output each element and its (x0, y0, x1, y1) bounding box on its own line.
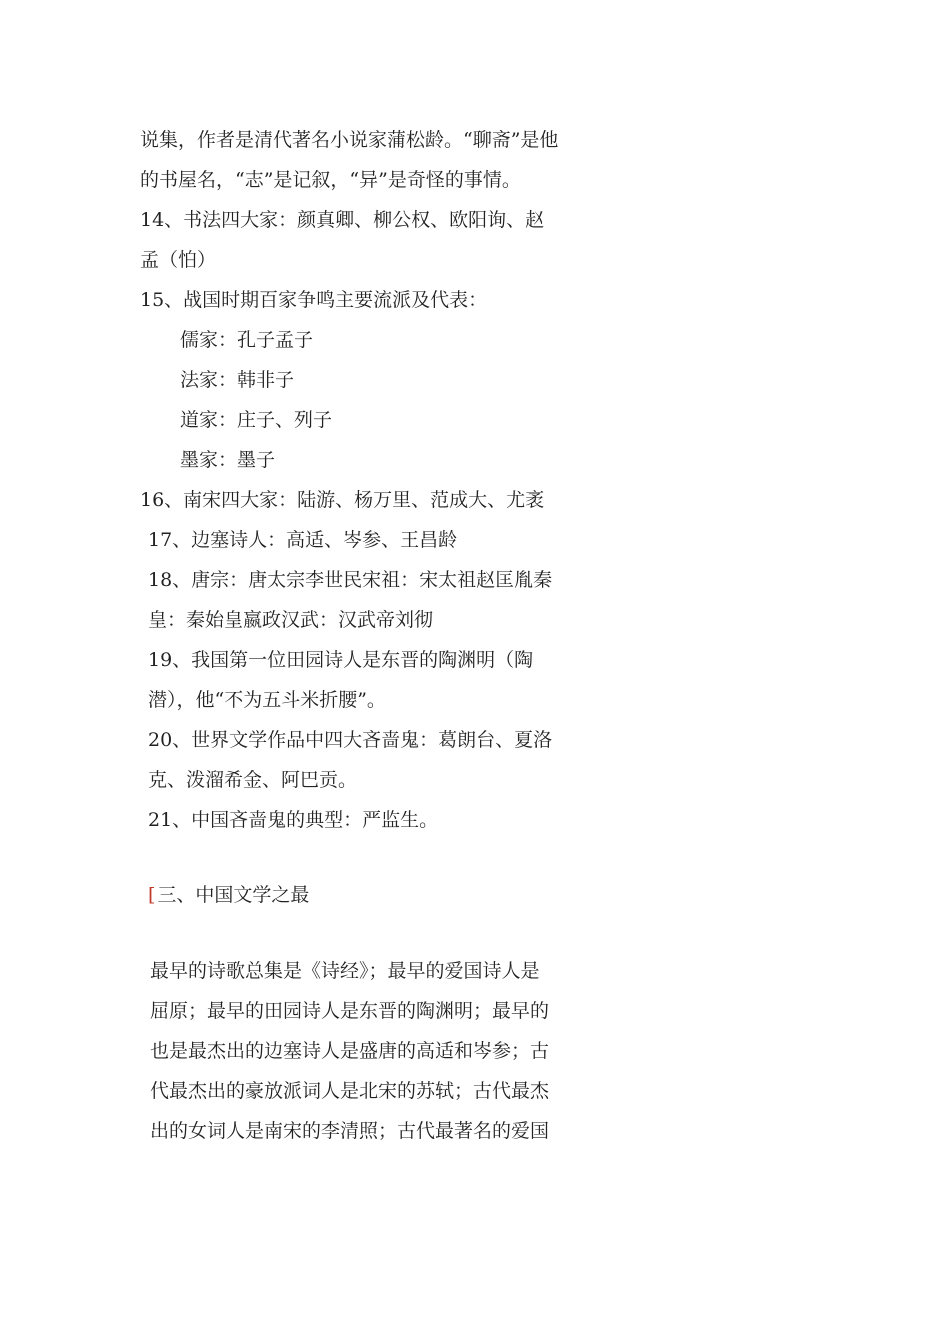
text-line: 孟（怕） (140, 249, 217, 271)
sub-item-taoism: 道家：庄子、列子 (180, 409, 333, 431)
text-line: 克、泼溜希金、阿巴贡。 (148, 769, 358, 791)
section-heading (148, 883, 309, 907)
paragraph-line: 出的女词人是南宋的李清照；古代最著名的爱国 (150, 1120, 550, 1142)
list-item-15: 15、战国时期百家争鸣主要流派及代表： (140, 289, 488, 311)
list-item-17: 17、边塞诗人：高适、岑参、王昌龄 (148, 529, 458, 551)
paragraph-line: 代最杰出的豪放派词人是北宋的苏轼；古代最杰 (150, 1080, 550, 1102)
list-item-16: 16、南宋四大家：陆游、杨万里、范成大、尤袤 (140, 489, 545, 511)
section-heading-text: 三、中国文学之最 (157, 884, 310, 906)
paragraph-line: 屈原；最早的田园诗人是东晋的陶渊明；最早的 (150, 1000, 550, 1022)
text-line: 说集，作者是清代著名小说家蒲松龄。“聊斋”是他 (140, 129, 559, 151)
sub-item-legalism: 法家：韩非子 (180, 369, 295, 391)
paragraph-line: 也是最杰出的边塞诗人是盛唐的高适和岑参；古 (150, 1040, 550, 1062)
list-item-18: 18、唐宗：唐太宗李世民宋祖：宋太祖赵匡胤秦 (148, 569, 553, 591)
paragraph-line: 最早的诗歌总集是《诗经》；最早的爱国诗人是 (150, 960, 540, 982)
list-item-20: 20、世界文学作品中四大吝啬鬼：葛朗台、夏洛 (148, 729, 553, 751)
text-line: 皇：秦始皇嬴政汉武：汉武帝刘彻 (148, 609, 434, 631)
text-line: 的书屋名，“志”是记叙，“异”是奇怪的事情。 (140, 169, 521, 191)
list-item-14: 14、书法四大家：颜真卿、柳公权、欧阳询、赵 (140, 209, 545, 231)
sub-item-confucianism: 儒家：孔子孟子 (180, 329, 314, 351)
list-item-19: 19、我国第一位田园诗人是东晋的陶渊明（陶 (148, 649, 534, 671)
sub-item-mohism: 墨家：墨子 (180, 449, 276, 471)
heading-bracket: [ (148, 884, 156, 906)
list-item-21: 21、中国吝啬鬼的典型：严监生。 (148, 809, 439, 831)
text-line: 潜），他“不为五斗米折腰”。 (148, 689, 386, 711)
